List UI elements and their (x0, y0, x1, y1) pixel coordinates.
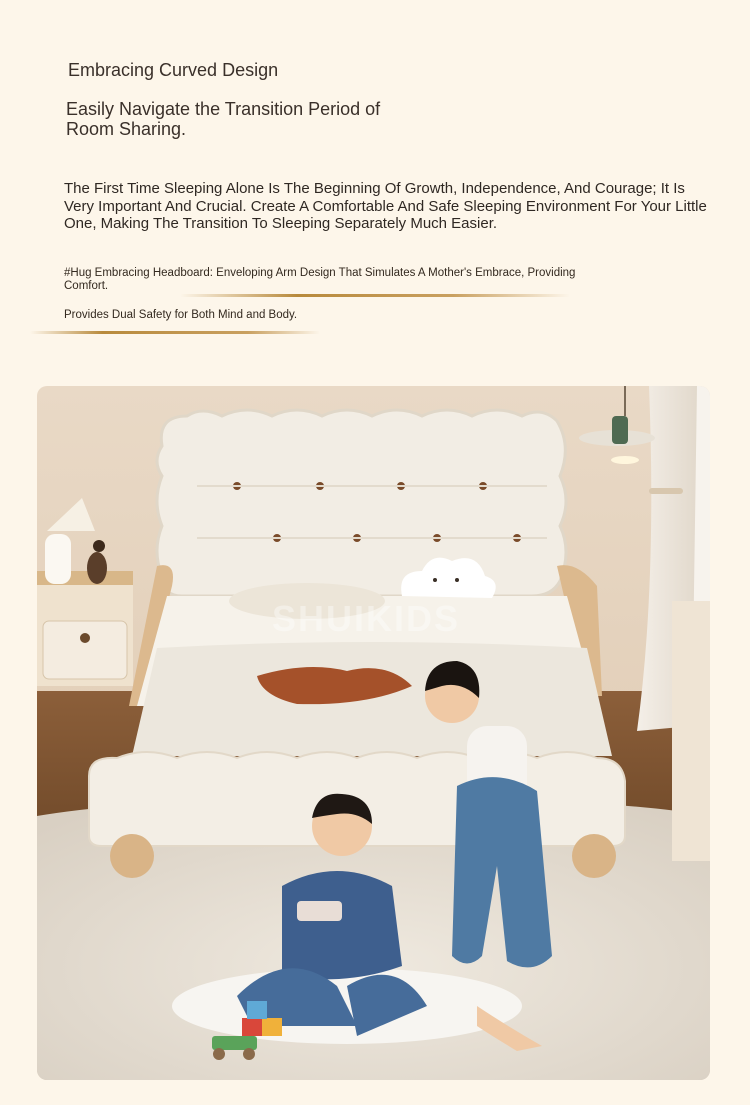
feature-dual-safety: Provides Dual Safety for Both Mind and Body. (64, 309, 298, 321)
ball-foot (110, 834, 154, 878)
ball-foot (572, 834, 616, 878)
product-photo (37, 386, 710, 1080)
blanket (132, 642, 612, 756)
wavy-headboard (157, 410, 566, 596)
side-cabinet (672, 601, 710, 861)
gold-divider (180, 294, 570, 297)
brand-watermark: SHUIKIDS (272, 598, 461, 639)
gold-divider (30, 331, 320, 334)
section-title: Embracing Curved Design (68, 60, 279, 80)
section-subtitle: Easily Navigate the Transition Period of Room Sharing. (66, 99, 381, 139)
intro-paragraph: The First Time Sleeping Alone Is The Beginning Of Growth, Independence, And Courage; It Is Very Important And Crucial. Create A Comfortable And Safe Sleeping Environment For Your Little One, Making The Transition To Sleeping Separately Much Easier. (64, 180, 707, 232)
feature-hug-headboard: #Hug Embracing Headboard: Enveloping Arm Design That Simulates A Mother's Embrace, Providing Comfort. (64, 267, 576, 292)
bedroom-illustration (37, 386, 710, 1080)
